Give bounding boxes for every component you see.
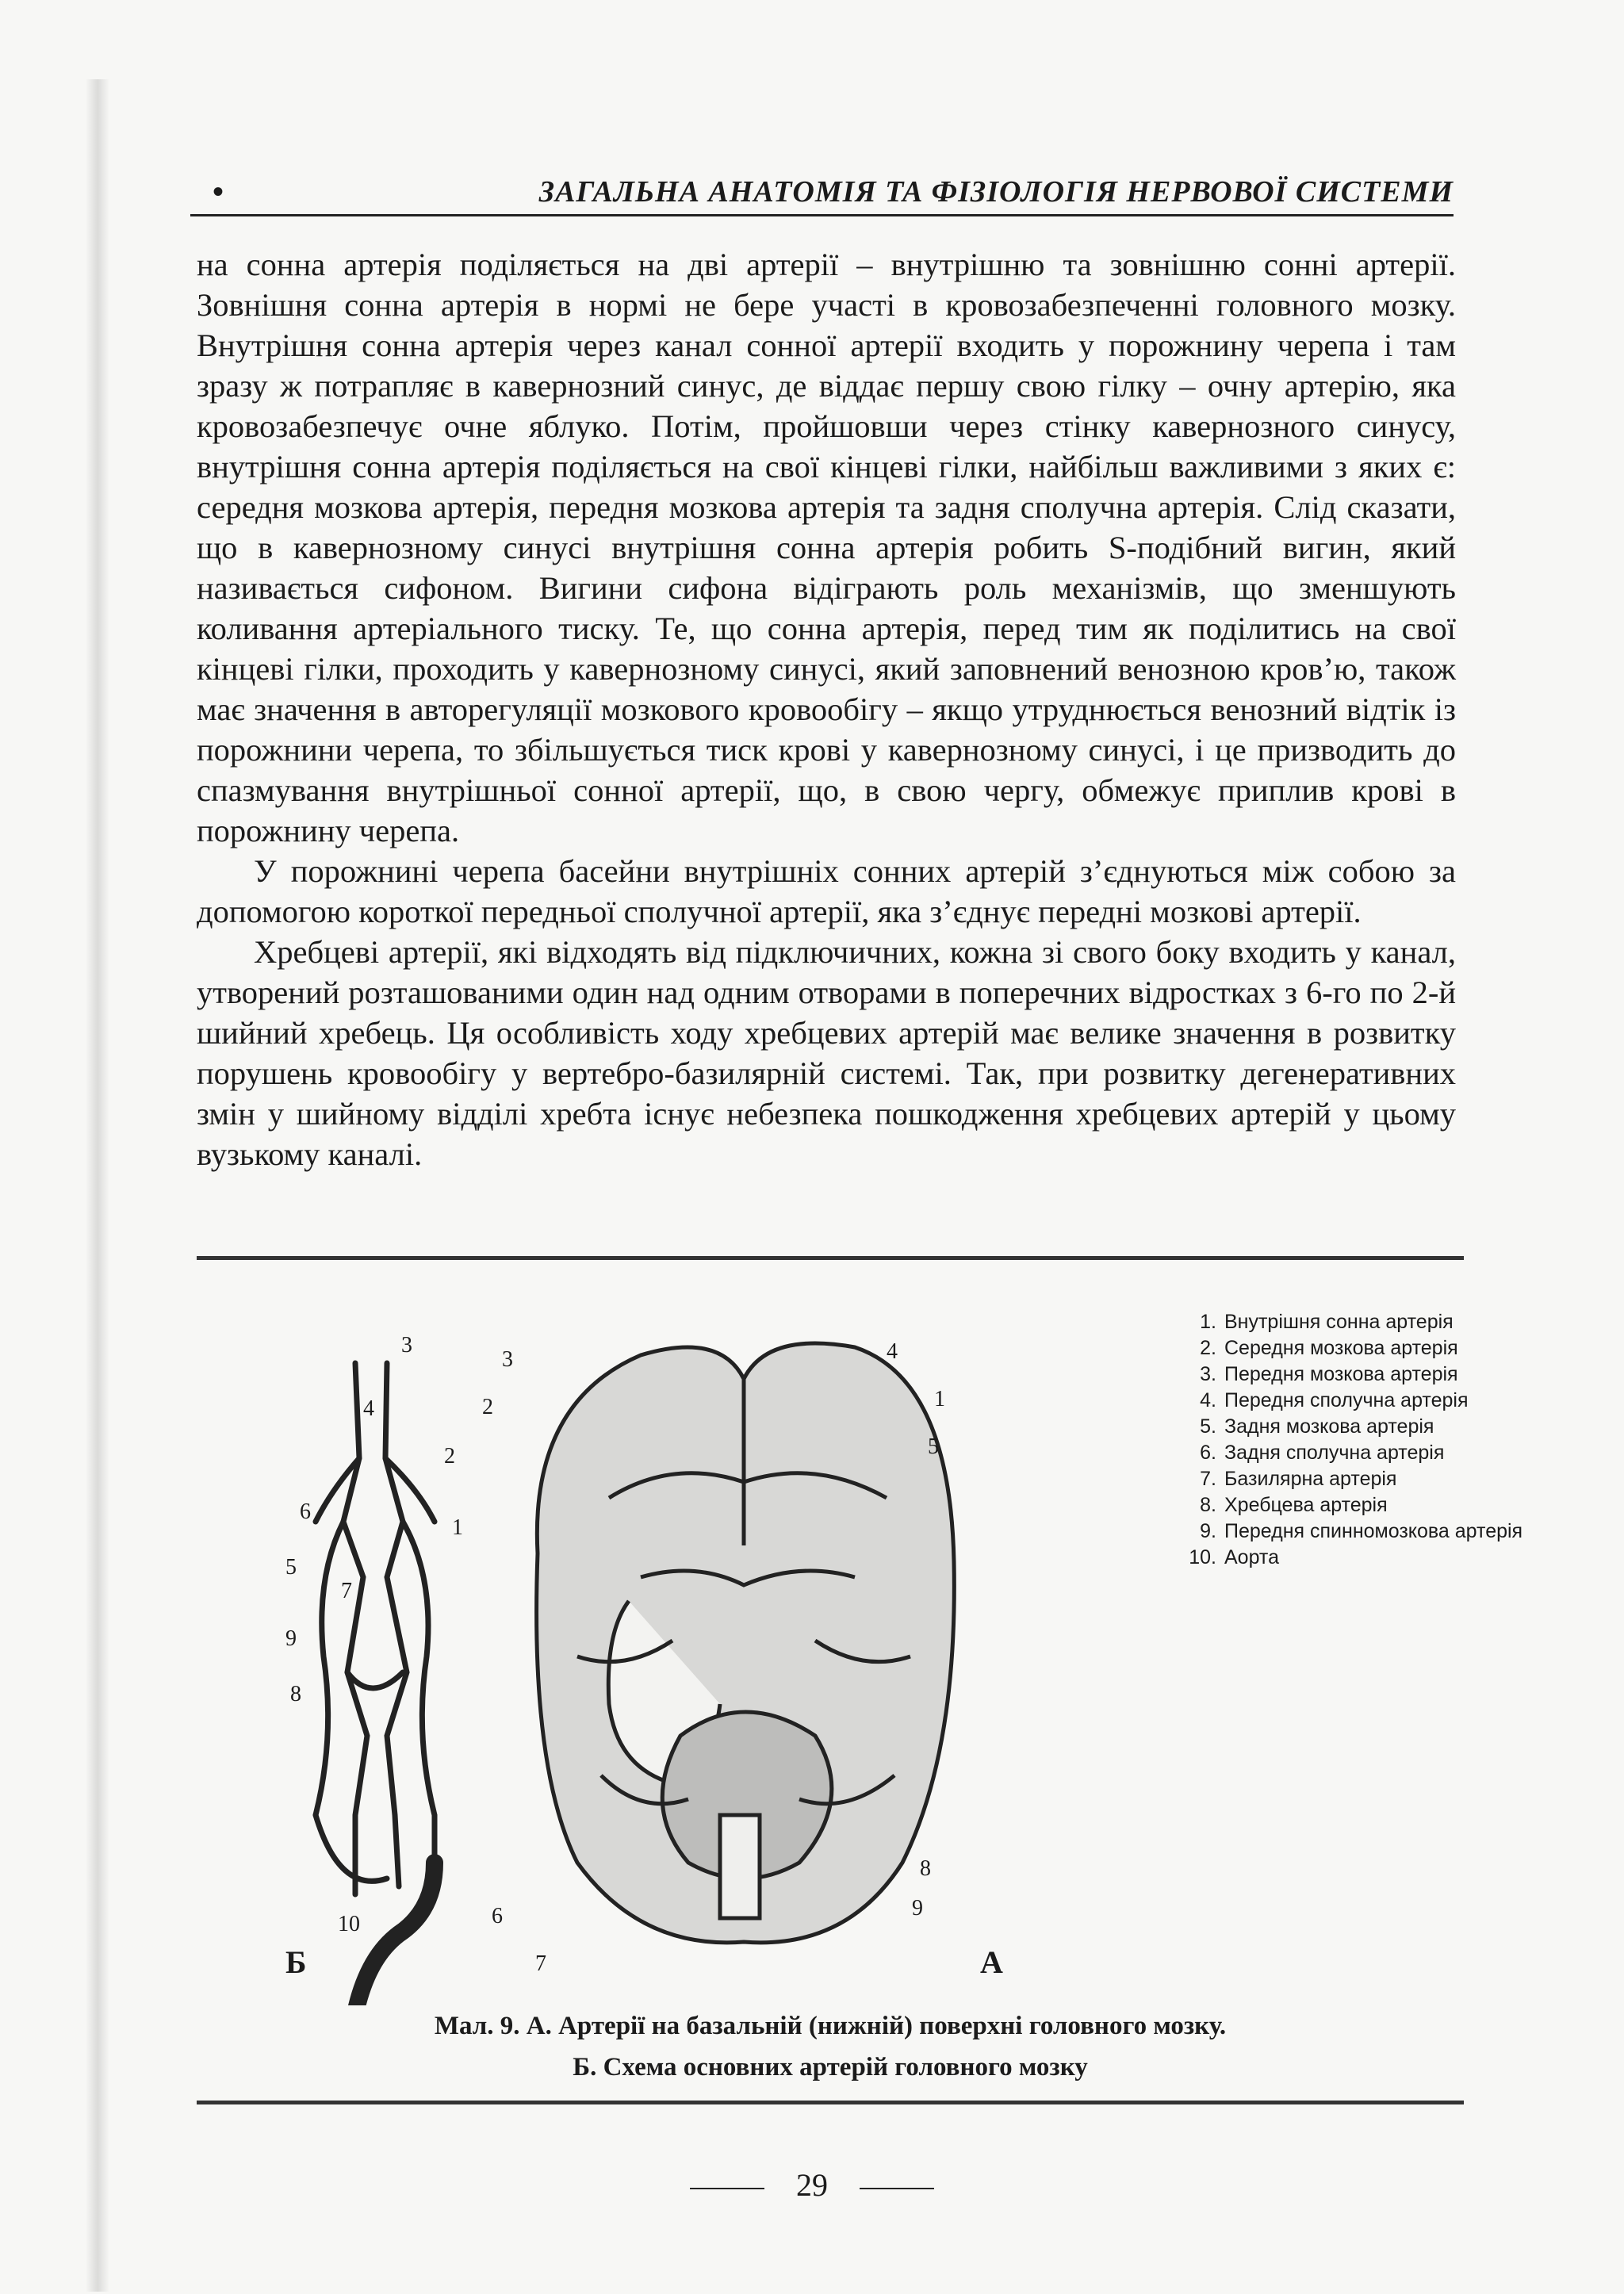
figure-caption [197, 2005, 1464, 2088]
legend-item: 3. Передня мозкова артерія [1200, 1363, 1458, 1385]
caption-line-2: Б. Схема основних артерій головного мозку [573, 2053, 1088, 2081]
legend-item: 8. Хребцева артерія [1200, 1494, 1388, 1516]
legend-item: 6. Задня сполучна артерія [1200, 1442, 1445, 1464]
paragraph-1: на сонна артерія поділяється на дві артерії – внутрішню та зовнішню сонні артерії. Зовнішня сонна артерія в нормі не бере участі в кровозабезпеченні головного мозку. Внутрішня сонна артерія через канал сонної артерії входить у порожнину черепа і там зразу ж потрапляє в кавернозний синус, де віддає першу свою гілку – очну артерію, яка кровозабезпечує очне яблуко. Потім, пройшовши через стінку кавернозного синусу, внутрішня сонна артерія поділяється на свої кінцеві гілки, найбільш важливими з яких є: середня мозкова артерія, передня мозкова артерія та задня сполучна артерія. Слід сказати, що в кавернозному синусі внутрішня сонна артерія робить S-подібний вигин, який називається сифоном. Вигини сифона відіграють роль механізмів, що зменшують коливання артеріального тиску. Те, що сонна артерія, перед тим як поділитись на свої кінцеві гілки, проходить у кавернозному синусі, який заповнений венозною кров’ю, також має значення в авторегуляції мозкового кровообігу – якщо утруднюється венозний відтік із порожнини черепа, то збільшується тиск крові у кавернозному синусі, і це призводить до спазмування внутрішньої сонної артерії, що, в свою чергу, обмежує приплив крові в порожнину черепа. [197, 247, 1456, 848]
figure-legend [1178, 1309, 1522, 1571]
brain-callout-4: 4 [887, 1339, 898, 1364]
panel-label-a: А [980, 1944, 1003, 1980]
schema-callout-5: 5 [285, 1555, 297, 1580]
schema-callout-1: 1 [452, 1515, 463, 1540]
header-bullet: • [213, 174, 224, 209]
legend-item: 2. Середня мозкова артерія [1200, 1337, 1458, 1359]
legend-item: 4. Передня сполучна артерія [1200, 1389, 1469, 1411]
schema-callout-8: 8 [290, 1682, 301, 1706]
running-header [190, 167, 1454, 216]
paragraph-2: У порожнині черепа басейни внутрішніх сонних артерій з’єднуються між собою за допомогою короткої передньої сполучної артерії, яка з’єднує передні мозкові артерії. [197, 853, 1456, 929]
brain-callout-9: 9 [912, 1896, 923, 1921]
figure [197, 1256, 1523, 2104]
schema-callout-2: 2 [444, 1444, 455, 1469]
schema-callout-3: 3 [401, 1333, 412, 1358]
schema-callout-6: 6 [300, 1499, 311, 1524]
brain-callout-6: 6 [492, 1904, 503, 1928]
brain-callout-2: 2 [482, 1395, 493, 1419]
paragraph-3: Хребцеві артерії, які відходять від підключичних, кожна зі свого боку входить у канал, утворений розташованими один над одним отворами в поперечних відростках з 6-го по 2-й шийний хребець. Ця особливість ходу хребцевих артерій має велике значення в розвитку порушень кровообігу у вертебро-базилярній системі. Так, при розвитку дегенеративних змін у шийному відділі хребта існує небезпека пошкодження хребцевих артерій у цьому вузькому каналі. [197, 934, 1456, 1172]
body-text [197, 244, 1456, 1174]
brain-callout-3: 3 [502, 1347, 513, 1372]
legend-item: 10. Аорта [1189, 1546, 1280, 1568]
page-number-footer [0, 2166, 1624, 2204]
brain-callout-8: 8 [920, 1856, 931, 1881]
brain-callout-7: 7 [535, 1951, 546, 1976]
scan-edge-shadow [86, 79, 109, 2292]
page-number: 29 [796, 2167, 828, 2203]
schema-callout-4: 4 [363, 1396, 374, 1421]
schema-callout-10: 10 [338, 1912, 360, 1936]
brain-callout-1: 1 [934, 1387, 945, 1411]
schema-callout-9: 9 [285, 1626, 297, 1651]
legend-item: 5. Задня мозкова артерія [1200, 1415, 1434, 1438]
page-number-dash-right [860, 2188, 934, 2189]
legend-item: 9. Передня спинномозкова артерія [1200, 1520, 1523, 1542]
legend-item: 7. Базилярна артерія [1200, 1468, 1397, 1490]
panel-label-b: Б [285, 1944, 307, 1980]
brain-callout-5: 5 [928, 1434, 939, 1459]
artery-schema-drawing [316, 1363, 435, 2005]
header-title: ЗАГАЛЬНА АНАТОМІЯ ТА ФІЗІОЛОГІЯ НЕРВОВОЇ СИСТЕМИ [538, 175, 1454, 209]
caption-line-1: Мал. 9. А. Артерії на базальній (нижній) поверхні головного мозку. [434, 2012, 1227, 2040]
schema-callout-7: 7 [341, 1579, 352, 1603]
brain-base-drawing [537, 1343, 955, 1943]
legend-item: 1. Внутрішня сонна артерія [1200, 1311, 1454, 1333]
page-number-dash-left [690, 2188, 764, 2189]
